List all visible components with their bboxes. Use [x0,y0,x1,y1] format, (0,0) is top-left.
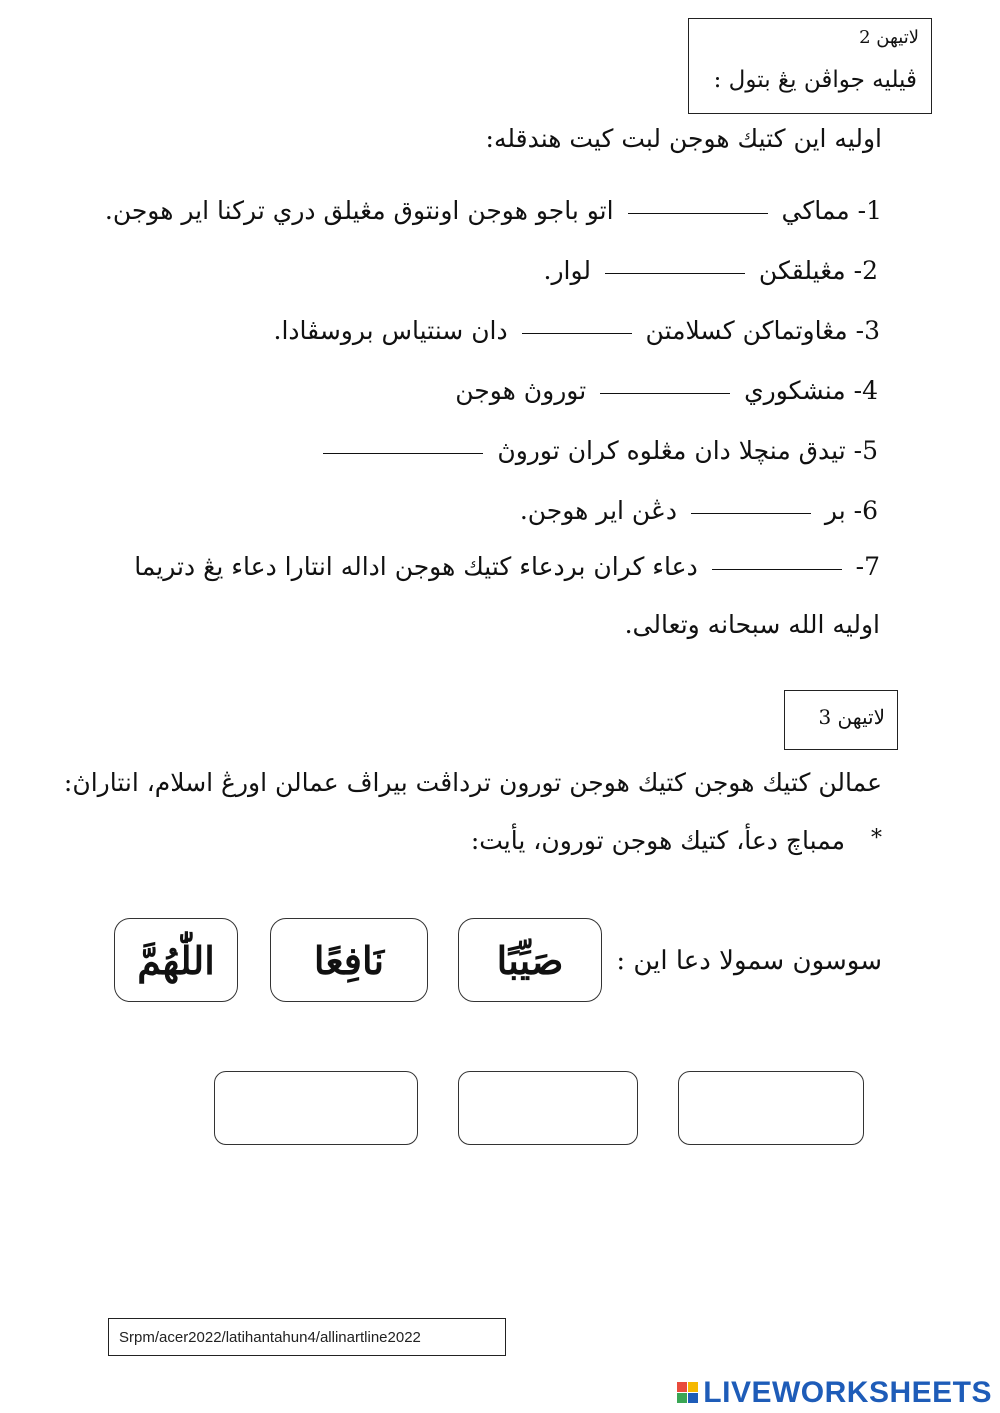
question-3-after: دان سنتياس بروسڤادا. [273,316,508,345]
question-7 [134,552,880,581]
brand-name: LIVEWORKSHEETS [703,1376,992,1409]
bullet-text: ممباچ دعأ، كتيك هوجن تورون، يأيت: [470,826,846,855]
exercise2-label: لاتيهن 2 [859,27,919,48]
question-6-after: دڠن اير هوجن. [519,496,678,525]
answer-slot-3[interactable] [214,1071,418,1145]
question-7-after: دعاء كران بردعاء كتيك هوجن اداله انتارا دعاء يڠ دتريما [134,552,698,581]
exercise2-header-box [688,18,932,114]
exercise2-closing: اوليه الله سبحانه وتعالى. [624,610,880,639]
exercise3-intro: عمالن كتيك هوجن كتيك هوجن تورون ترداڤت بيراڤ عمالن اورڠ اسلام، انتاراڽ: [63,768,882,797]
exercise3-label: لاتيهن 3 [818,705,885,729]
brand[interactable] [677,1376,992,1410]
question-4-after: توروڽ هوجن [455,376,587,405]
question-3-blank[interactable] [522,332,632,334]
word-card-3[interactable] [114,918,238,1002]
word-card-1[interactable] [458,918,602,1002]
answer-slot-1[interactable] [678,1071,864,1145]
question-6-before: بر [824,496,846,525]
exercise3-bullet [471,826,882,855]
question-4 [455,376,878,405]
answer-slot-2[interactable] [458,1071,638,1145]
question-5-before: تيدق منچلا دان مڠلوه كران توروڽ [497,436,846,465]
question-3 [274,316,880,345]
footer-credit: Srpm/acer2022/latihantahun4/allinartline2022 [119,1328,421,1346]
question-2-before: مڠيلقكن [758,256,846,285]
word-card-2[interactable] [270,918,428,1002]
exercise3-header-box [784,690,898,750]
word-card-1-text: صَيِّبًا [496,937,564,983]
question-6-blank[interactable] [691,512,811,514]
question-4-before: منشكوري [744,376,846,405]
footer-credit-box [108,1318,506,1356]
liveworksheets-logo-icon [677,1382,699,1404]
word-card-2-text: نَافِعًا [313,937,385,983]
word-card-3-text: اللّٰهُمَّ [137,937,215,983]
question-3-number: 3- [855,316,880,345]
question-2 [544,256,878,285]
question-7-blank[interactable] [712,568,842,570]
question-1-blank[interactable] [628,212,768,214]
question-7-number: 7- [855,552,880,581]
exercise2-intro: اوليه اين كتيك هوجن لبت كيت هندقله: [485,124,882,153]
question-1-number: 1- [857,196,882,225]
question-2-after: لوار. [543,256,592,285]
question-3-before: مڠاوتماكن كسلامتن [645,316,848,345]
exercise2-instruction: ڤيليه جواڤن يڠ بتول : [713,67,917,93]
question-1 [105,196,882,225]
question-5-blank[interactable] [323,452,483,454]
question-1-before: مماكي [781,196,850,225]
question-6-number: 6- [853,496,878,525]
arrange-prompt: سوسون سمولا دعا اين : [616,946,882,976]
question-2-number: 2- [853,256,878,285]
question-4-number: 4- [853,376,878,405]
question-5-number: 5- [853,436,878,465]
question-2-blank[interactable] [605,272,745,274]
question-5 [317,436,878,465]
question-6 [520,496,878,525]
bullet-mark: * [871,826,882,851]
question-4-blank[interactable] [600,392,730,394]
question-1-after: اتو باجو هوجن اونتوق مڠيلق دري تركنا اير هوجن. [104,196,614,225]
